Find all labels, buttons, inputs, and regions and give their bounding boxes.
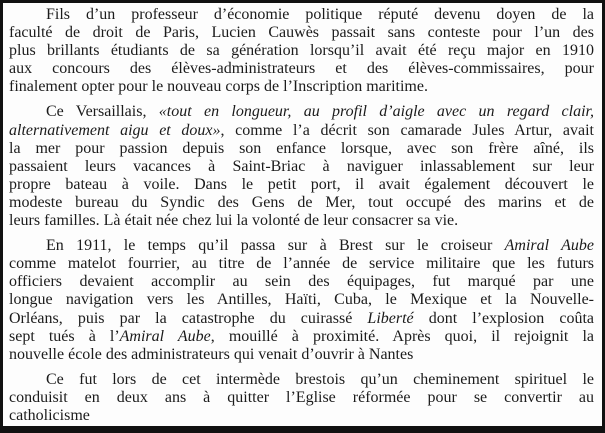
italic-text-segment: Amiral Aube [119,327,211,345]
text-line [9,42,594,60]
document-body [9,6,594,425]
text-segment: Orléans, puis par la catastrophe du cuirassé [9,309,368,327]
text-line [9,6,594,24]
text-line [9,237,594,255]
text-line [9,310,594,328]
text-line [9,140,594,158]
text-segment: longue navigation vers les Antilles, Haïti, Cuba, le Mexique et la Nouvelle- [9,291,594,309]
italic-text-segment: Liberté [367,309,414,327]
text-segment: modeste bureau du Syndic des Gens de Mer, tout occupé des marins et de [9,193,594,211]
text-segment: passaient leurs vacances à Saint-Briac à naviguer inlassablement sur leur [9,157,594,175]
text-line [9,78,594,96]
text-segment: finalement opter pour le nouveau corps de l’Inscription maritime. [9,78,428,96]
text-line [9,103,594,121]
text-segment: conduisit en deux ans à quitter l’Eglise réformée pour se convertir au [9,388,594,406]
text-segment: officiers devaient accomplir au sein des équipages, fut marqué par une [9,273,594,291]
text-line [9,407,594,425]
text-line [9,273,594,291]
text-segment: la mer pour passion depuis son enfance lorsque, avec son frère aîné, ils [9,139,594,157]
text-segment: Ce fut lors de cet intermède brestois qu’un cheminement spirituel le [46,370,594,388]
text-segment: comme matelot fourrier, au titre de l’année de service militaire que les futurs [9,255,594,273]
text-line [9,212,594,230]
text-line [9,346,594,364]
text-line [9,194,594,212]
paragraph [9,371,594,425]
paragraph [9,6,594,96]
text-segment: nouvelle école des administrateurs qui venait d’ouvrir à Nantes [9,345,414,363]
text-segment: En 1911, le temps qu’il passa sur à Brest sur le croiseur [46,237,505,255]
text-line [9,24,594,42]
text-segment: , comme l’a décrit son camarade Jules Artur, avait [220,121,594,139]
text-segment: plus brillants étudiants de sa génération lorsqu’il avait été reçu major en 1910 [9,42,594,60]
text-segment: dont l’explosion coûta [413,309,594,327]
text-line [9,389,594,407]
paragraph [9,237,594,364]
italic-text-segment: alternativement aigu et doux» [9,121,221,139]
text-line [9,60,594,78]
text-segment: sept tués à l’ [9,327,120,345]
text-segment: Ce Versaillais, [46,103,159,121]
text-segment: propre bateau à voile. Dans le petit port, il avait également découvert le [9,175,594,193]
text-line [9,158,594,176]
text-line [9,291,594,309]
italic-text-segment: «tout en longueur, au profil d’aigle avec un regard clair, [158,103,594,121]
text-line [9,255,594,273]
text-line [9,328,594,346]
text-segment: Fils d’un professeur d’économie politique réputé devenu doyen de la [46,6,594,23]
text-line [9,371,594,389]
paragraph [9,103,594,230]
text-segment: leurs familles. Là était née chez lui la volonté de leur consacrer sa vie. [9,212,459,230]
text-line [9,176,594,194]
text-segment: faculté de droit de Paris, Lucien Cauwès passait sans conteste pour l’un des [9,24,594,42]
text-line [9,122,594,140]
text-segment: catholicisme [9,406,90,424]
italic-text-segment: Amiral Aube [504,237,595,255]
text-segment: aux concours des élèves-administrateurs et des élèves-commissaires, pour [9,60,594,78]
text-segment: , mouillé à proximité. Après quoi, il rejoignit la [210,327,594,345]
